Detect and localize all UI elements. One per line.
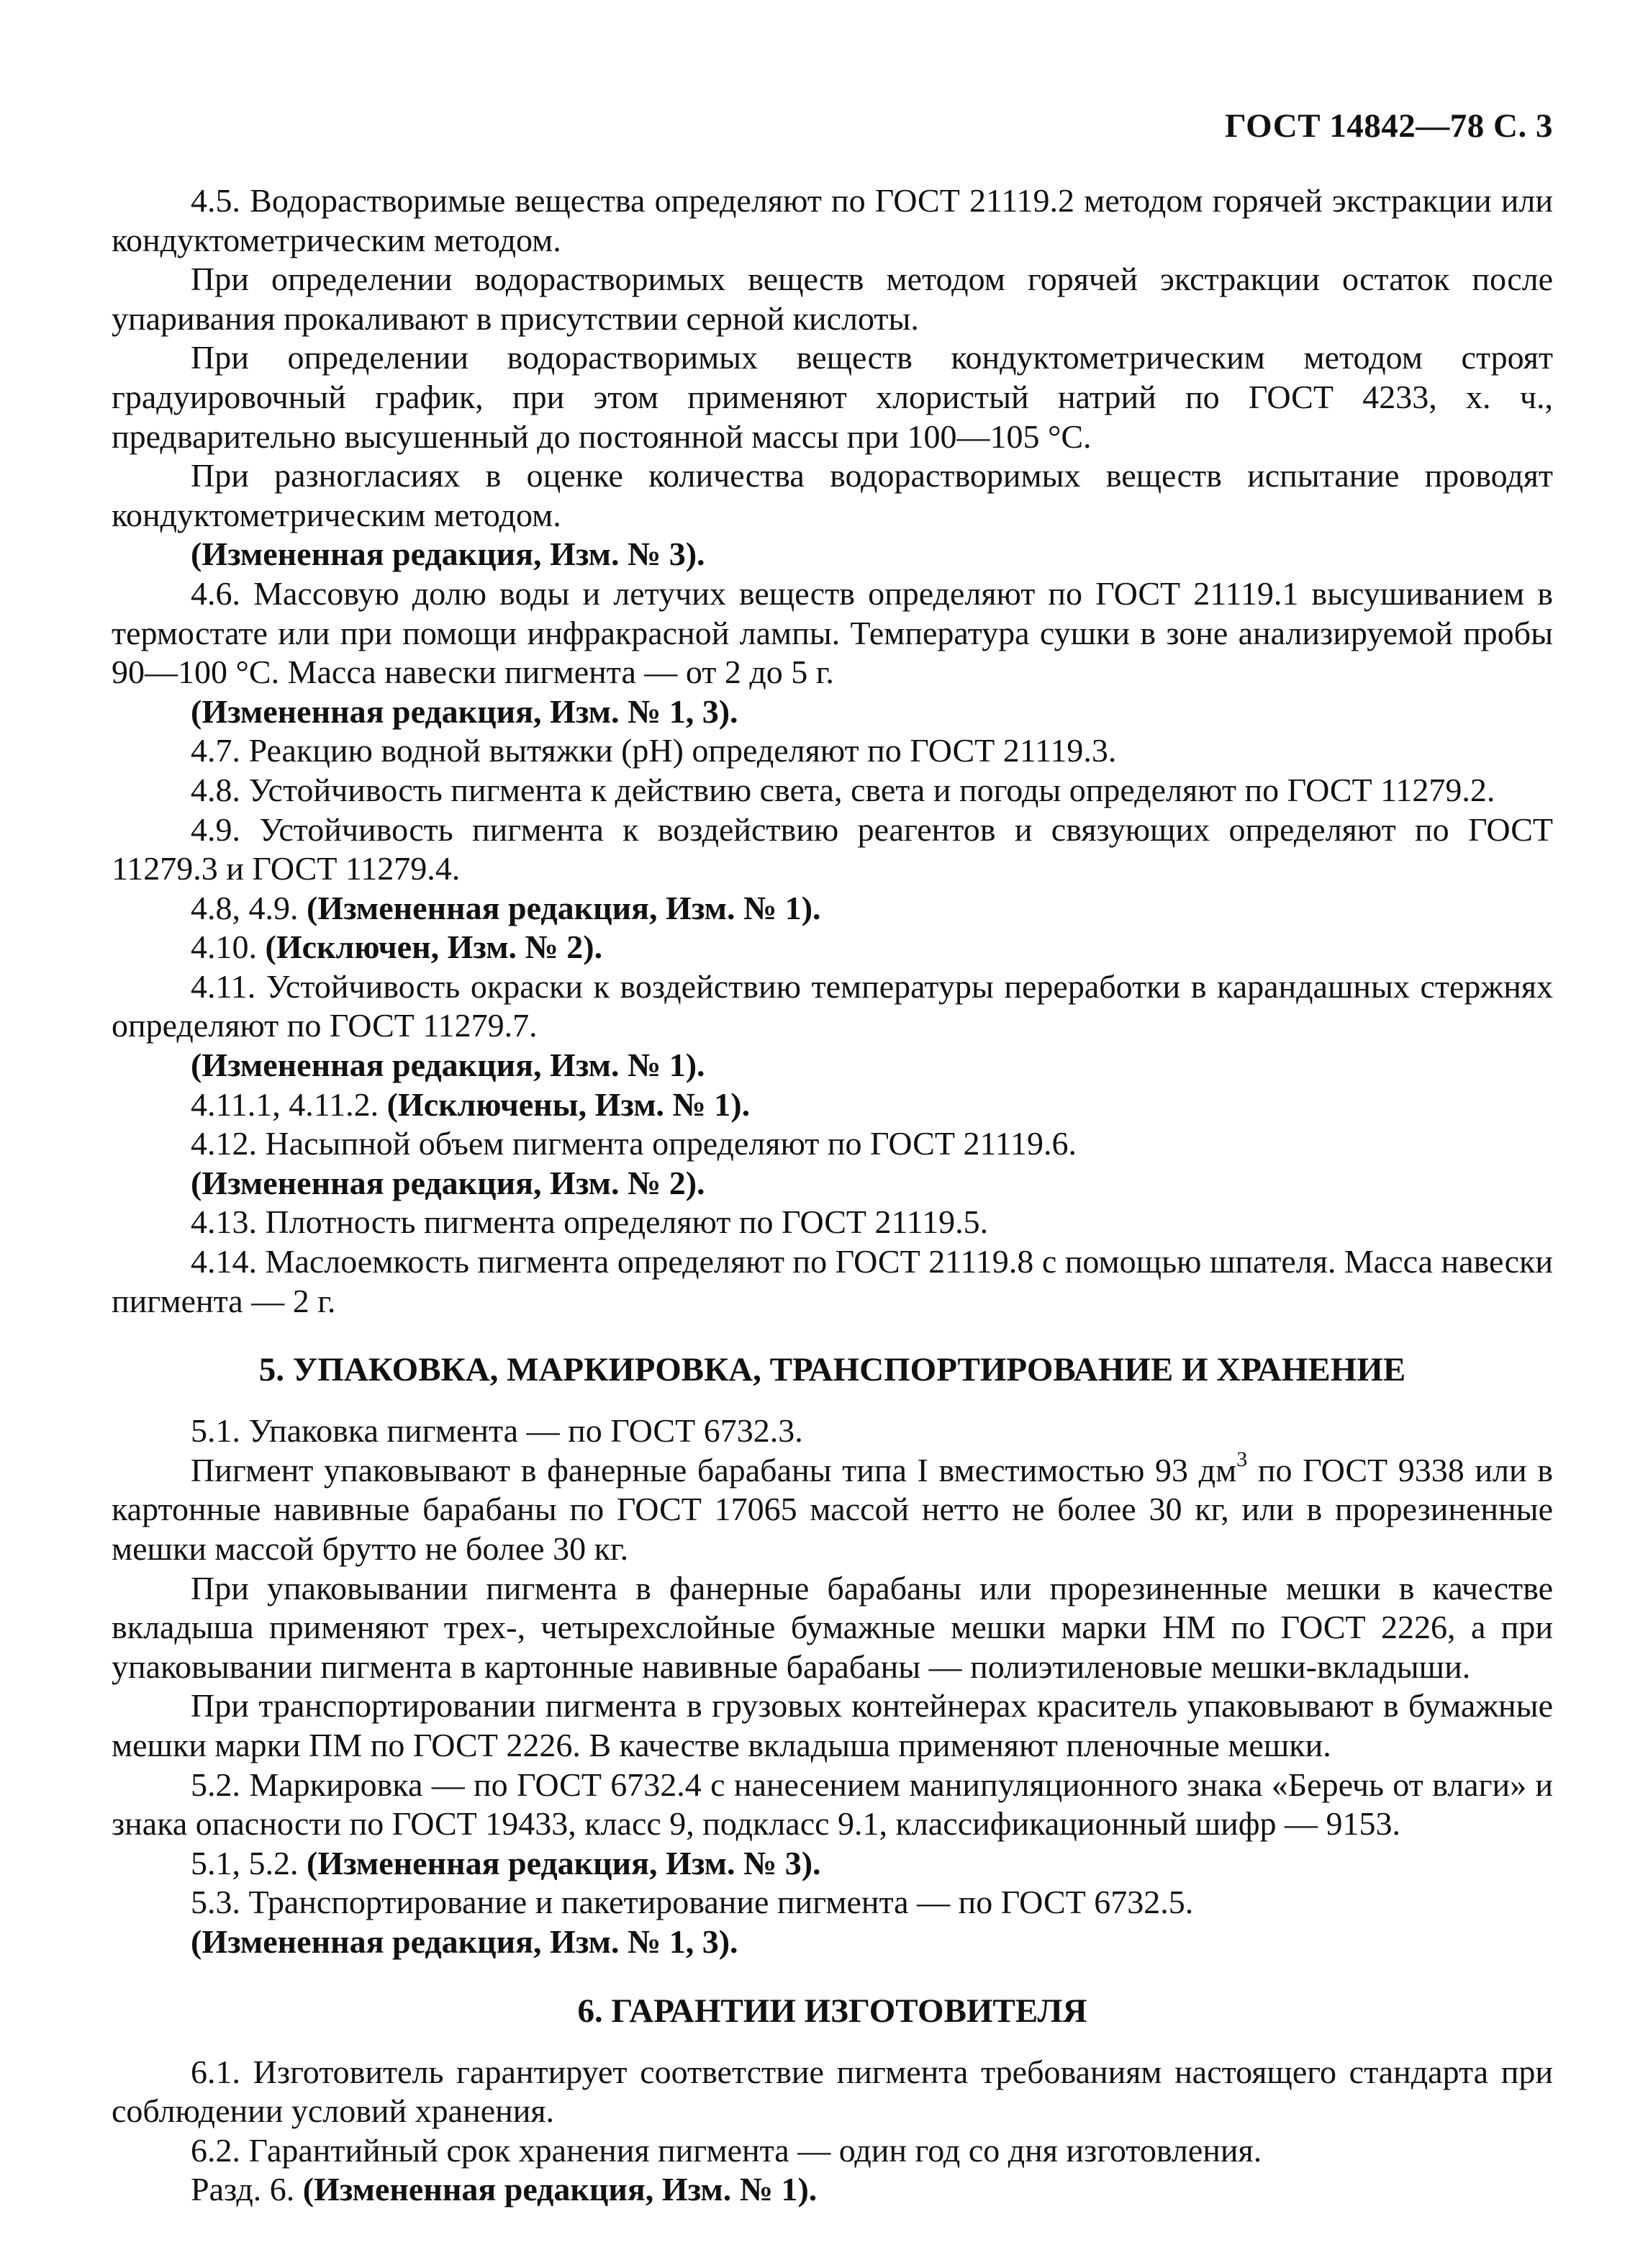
amendment-prefix: Разд. 6. bbox=[191, 2171, 295, 2208]
amendment-text: (Исключены, Изм. № 1). bbox=[386, 1085, 751, 1123]
clause-4-5: 4.5. Водорастворимые вещества определяют по ГОСТ 21119.2 методом горячей экстракции или кондуктометрическим методом. bbox=[112, 182, 1553, 258]
amendment-note-5-1-5-2 bbox=[112, 1844, 1553, 1884]
amendment-note-4-12: (Измененная редакция, Изм. № 2). bbox=[191, 1164, 705, 1201]
clause-5-1-packaging bbox=[112, 1447, 1553, 1569]
clause-4-8: 4.8. Устойчивость пигмента к действию света, света и погоды определяют по ГОСТ 11279.2. bbox=[191, 771, 1495, 808]
amendment-text: (Измененная редакция, Изм. № 1). bbox=[307, 889, 821, 926]
amendment-note-4-10 bbox=[112, 928, 1553, 967]
clause-6-2: 6.2. Гарантийный срок хранения пигмента — один год со дня изготовления. bbox=[191, 2131, 1262, 2169]
section-5-heading: 5. УПАКОВКА, МАРКИРОВКА, ТРАНСПОРТИРОВАНИЕ И ХРАНЕНИЕ bbox=[258, 1351, 1406, 1389]
amendment-note-section-6 bbox=[112, 2170, 1553, 2210]
clause-text: по ГОСТ 9338 или в картонные навивные барабаны по ГОСТ 17065 массой нетто не более 30 кг, или в прорезиненные мешки массой брутто не более 30 кг. bbox=[112, 1451, 1553, 1567]
amendment-note-4-11-1-4-11-2 bbox=[112, 1085, 1553, 1125]
clause-5-1-liner: При упаковывании пигмента в фанерные барабаны или прорезиненные мешки в качестве вкладыша применяют трех-, четырехслойные бумажные мешки марки НМ по ГОСТ 2226, а при упаковывании пигмента в картонные навивные барабаны — полиэтиленовые мешки-вкладыши. bbox=[112, 1569, 1553, 1685]
clause-4-5-disputes: При разногласиях в оценке количества водорастворимых веществ испытание проводят кондуктометрическим методом. bbox=[112, 457, 1553, 533]
amendment-note-4-5: (Измененная редакция, Изм. № 3). bbox=[191, 536, 705, 573]
clause-5-1-containers: При транспортировании пигмента в грузовых контейнерах краситель упаковывают в бумажные мешки марки ПМ по ГОСТ 2226. В качестве вкладыша применяют пленочные мешки. bbox=[112, 1687, 1553, 1763]
clause-4-11: 4.11. Устойчивость окраски к воздействию температуры переработки в карандашных стержнях определяют по ГОСТ 11279.7. bbox=[112, 967, 1553, 1044]
clause-4-5-hot-extraction: При определении водорастворимых веществ методом горячей экстракции остаток после упаривания прокаливают в присутствии серной кислоты. bbox=[112, 261, 1553, 337]
amendment-note-5-3: (Измененная редакция, Изм. № 1, 3). bbox=[191, 1923, 738, 1960]
clause-4-12: 4.12. Насыпной объем пигмента определяют по ГОСТ 21119.6. bbox=[191, 1125, 1077, 1162]
section-6-heading: 6. ГАРАНТИИ ИЗГОТОВИТЕЛЯ bbox=[577, 1992, 1087, 2030]
clause-4-7: 4.7. Реакцию водной вытяжки (рН) определяют по ГОСТ 21119.3. bbox=[191, 732, 1117, 769]
clause-text: Пигмент упаковывают в фанерные барабаны типа I вместимостью 93 дм bbox=[191, 1451, 1237, 1488]
amendment-note-4-6: (Измененная редакция, Изм. № 1, 3). bbox=[191, 692, 738, 730]
clause-5-1: 5.1. Упаковка пигмента — по ГОСТ 6732.3. bbox=[191, 1412, 803, 1450]
amendment-prefix: 4.10. bbox=[191, 929, 257, 966]
amendment-note-4-11: (Измененная редакция, Изм. № 1). bbox=[191, 1047, 705, 1084]
clause-6-1: 6.1. Изготовитель гарантирует соответствие пигмента требованиям настоящего стандарта при соблюдении условий хранения. bbox=[112, 2053, 1553, 2130]
amendment-note-4-8-4-9 bbox=[112, 889, 1553, 929]
document-body bbox=[112, 181, 1553, 2210]
amendment-text: (Исключен, Изм. № 2). bbox=[265, 929, 603, 966]
page-header: ГОСТ 14842—78 С. 3 bbox=[1224, 107, 1553, 145]
clause-4-14: 4.14. Маслоемкость пигмента определяют по ГОСТ 21119.8 с помощью шпателя. Масса навески пигмента — 2 г. bbox=[112, 1243, 1553, 1319]
clause-4-13: 4.13. Плотность пигмента определяют по ГОСТ 21119.5. bbox=[191, 1203, 989, 1241]
clause-4-9: 4.9. Устойчивость пигмента к воздействию реагентов и связующих определяют по ГОСТ 11279.3 и ГОСТ 11279.4. bbox=[112, 810, 1553, 887]
amendment-prefix: 5.1, 5.2. bbox=[191, 1844, 299, 1881]
amendment-prefix: 4.11.1, 4.11.2. bbox=[191, 1085, 379, 1123]
amendment-text: (Измененная редакция, Изм. № 3). bbox=[307, 1844, 821, 1881]
amendment-text: (Измененная редакция, Изм. № 1). bbox=[302, 2171, 818, 2208]
amendment-prefix: 4.8, 4.9. bbox=[191, 889, 299, 926]
clause-5-3: 5.3. Транспортирование и пакетирование пигмента — по ГОСТ 6732.5. bbox=[191, 1884, 1194, 1921]
clause-4-5-conductometric: При определении водорастворимых веществ кондуктометрическим методом строят градуировочный график, при этом применяют хлористый натрий по ГОСТ 4233, х. ч., предварительно высушенный до постоянной массы при 100—105 °С. bbox=[112, 339, 1553, 455]
clause-5-2: 5.2. Маркировка — по ГОСТ 6732.4 с нанесением манипуляционного знака «Беречь от влаги» и знака опасности по ГОСТ 19433, класс 9, подкласс 9.1, классификационный шифр — 9153. bbox=[112, 1766, 1553, 1843]
clause-4-6: 4.6. Массовую долю воды и летучих веществ определяют по ГОСТ 21119.1 высушиванием в термостате или при помощи инфракрасной лампы. Температура сушки в зоне анализируемой пробы 90—100 °С. Масса навески пигмента — от 2 до 5 г. bbox=[112, 574, 1553, 691]
superscript: 3 bbox=[1236, 1447, 1248, 1472]
